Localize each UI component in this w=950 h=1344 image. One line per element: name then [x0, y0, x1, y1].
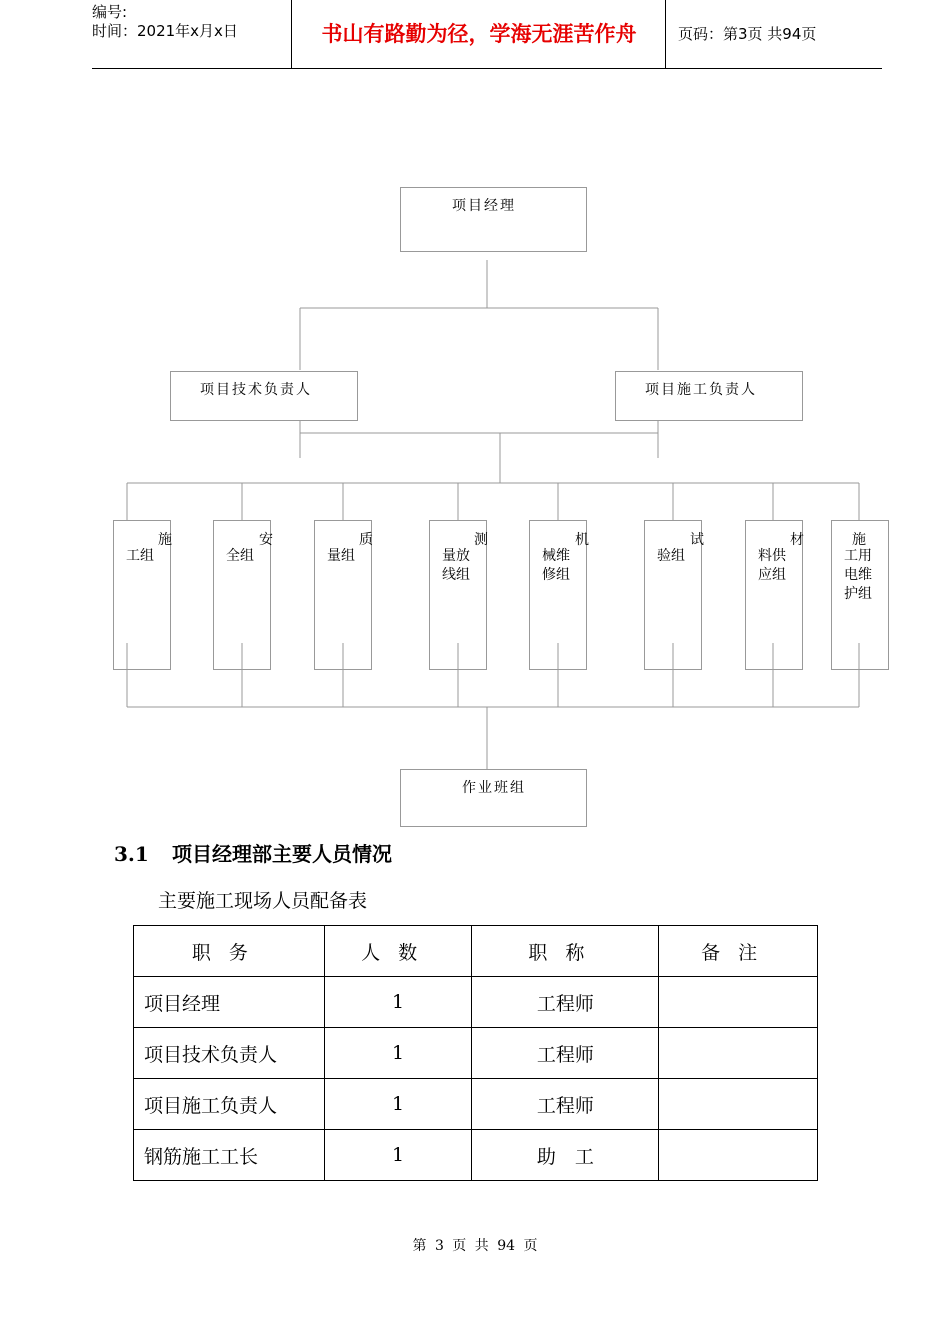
node-group-label-1: 安 — [259, 532, 275, 548]
table-caption: 主要施工现场人员配备表 — [158, 890, 368, 912]
node-group-label-1: 材 — [790, 532, 806, 548]
table-header-row — [134, 926, 818, 977]
page-footer: 第 3 页 共 94 页 — [412, 1238, 538, 1254]
node-group-label-1: 施 — [852, 532, 868, 548]
section-title: 项目经理部主要人员情况 — [172, 842, 392, 866]
cell-position: 钢筋施工工长 — [134, 1130, 325, 1181]
col-header: 职称 — [472, 926, 659, 977]
table-row — [134, 1079, 818, 1130]
cell-title: 助 工 — [472, 1130, 659, 1181]
node-group-label-2: 量组 — [327, 548, 355, 564]
node-group-label-1: 测 — [474, 532, 490, 548]
cell-position: 项目施工负责人 — [134, 1079, 325, 1130]
node-group-label-2: 全组 — [226, 548, 254, 564]
table-row — [134, 1028, 818, 1079]
cell-count: 1 — [324, 1028, 472, 1079]
cell-remark — [659, 1079, 818, 1130]
cell-count: 1 — [324, 1079, 472, 1130]
node-group-label-1: 施 — [158, 532, 174, 548]
node-group-label-1: 质 — [359, 532, 375, 548]
page-code: 页码：第3页 共94页 — [678, 25, 817, 43]
motto: 书山有路勤为径，学海无涯苦作舟 — [293, 0, 666, 68]
node-group-label-1: 试 — [690, 532, 706, 548]
cell-position: 项目经理 — [134, 977, 325, 1028]
col-header: 人数 — [324, 926, 472, 977]
cell-count: 1 — [324, 1130, 472, 1181]
section-number: 3.1 — [114, 842, 149, 866]
col-header: 备注 — [659, 926, 818, 977]
col-header: 职务 — [134, 926, 325, 977]
node-project-manager-label: 项目经理 — [452, 198, 516, 214]
node-group-label-1: 机 — [575, 532, 591, 548]
table-row — [134, 1130, 818, 1181]
node-group-label-2: 验组 — [657, 548, 685, 564]
node-tech-lead-label: 项目技术负责人 — [200, 382, 312, 398]
node-group-label-2: 械维修组 — [542, 548, 570, 583]
section-heading — [114, 838, 392, 867]
date-label: 时间：2021年x月x日 — [92, 22, 238, 40]
cell-title: 工程师 — [472, 977, 659, 1028]
table-row — [134, 977, 818, 1028]
cell-remark — [659, 1130, 818, 1181]
cell-position: 项目技术负责人 — [134, 1028, 325, 1079]
node-group-label-2: 工组 — [126, 548, 154, 564]
cell-count: 1 — [324, 977, 472, 1028]
staff-table — [133, 925, 818, 1181]
cell-remark — [659, 977, 818, 1028]
node-group-label-2: 料供应组 — [758, 548, 786, 583]
node-group-label-2: 量放线组 — [442, 548, 470, 583]
node-work-team-label: 作业班组 — [462, 780, 526, 796]
node-group-label-2: 工用电维护组 — [844, 548, 872, 602]
number-label: 编号: — [92, 3, 128, 21]
cell-title: 工程师 — [472, 1028, 659, 1079]
node-construction-lead-label: 项目施工负责人 — [645, 382, 757, 398]
cell-title: 工程师 — [472, 1079, 659, 1130]
cell-remark — [659, 1028, 818, 1079]
